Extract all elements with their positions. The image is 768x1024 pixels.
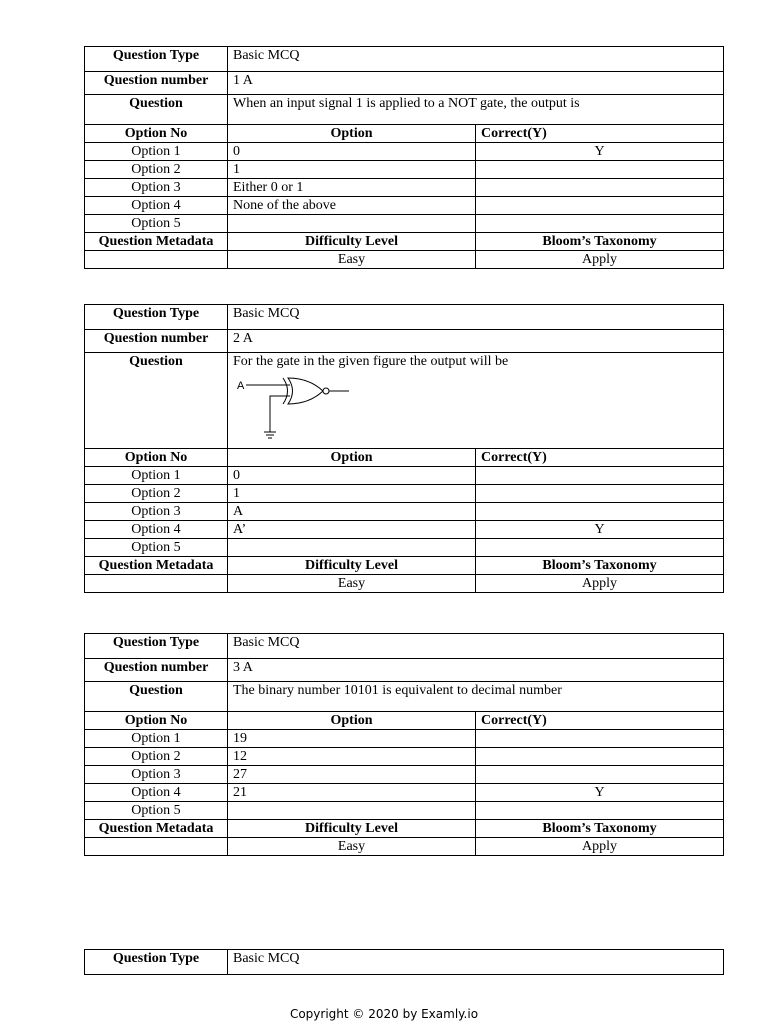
option-number: Option 2 bbox=[85, 161, 228, 179]
correct-mark bbox=[476, 485, 724, 503]
bloom-value: Apply bbox=[476, 838, 724, 856]
correct-header: Correct(Y) bbox=[476, 125, 724, 143]
option-text: 1 bbox=[228, 161, 476, 179]
question-type-label: Question Type bbox=[85, 950, 228, 975]
correct-mark bbox=[476, 197, 724, 215]
option-text bbox=[228, 215, 476, 233]
question-type-value: Basic MCQ bbox=[228, 305, 724, 330]
option-text: 0 bbox=[228, 467, 476, 485]
bloom-header: Bloom’s Taxonomy bbox=[476, 557, 724, 575]
option-number: Option 4 bbox=[85, 784, 228, 802]
correct-mark: Y bbox=[476, 521, 724, 539]
figure-input-label: A bbox=[237, 380, 245, 392]
option-text bbox=[228, 802, 476, 820]
correct-mark bbox=[476, 766, 724, 784]
correct-mark bbox=[476, 748, 724, 766]
bloom-header: Bloom’s Taxonomy bbox=[476, 820, 724, 838]
question-type-value: Basic MCQ bbox=[228, 47, 724, 72]
difficulty-value: Easy bbox=[228, 251, 476, 269]
option-text: 19 bbox=[228, 730, 476, 748]
option-header: Option bbox=[228, 712, 476, 730]
inversion-bubble bbox=[323, 388, 329, 394]
question-type-value: Basic MCQ bbox=[228, 950, 724, 975]
question-text: The binary number 10101 is equivalent to decimal number bbox=[228, 682, 724, 712]
question-cell bbox=[228, 353, 724, 449]
question-table-4 bbox=[84, 949, 724, 975]
option-no-header: Option No bbox=[85, 125, 228, 143]
difficulty-header: Difficulty Level bbox=[228, 557, 476, 575]
option-text: 21 bbox=[228, 784, 476, 802]
option-number: Option 1 bbox=[85, 730, 228, 748]
option-number: Option 5 bbox=[85, 215, 228, 233]
option-text: Either 0 or 1 bbox=[228, 179, 476, 197]
option-number: Option 5 bbox=[85, 539, 228, 557]
option-text: 0 bbox=[228, 143, 476, 161]
question-label: Question bbox=[85, 353, 228, 449]
correct-header: Correct(Y) bbox=[476, 712, 724, 730]
option-text: 1 bbox=[228, 485, 476, 503]
question-text: For the gate in the given figure the output will be bbox=[233, 354, 509, 369]
correct-mark bbox=[476, 503, 724, 521]
gate-body bbox=[288, 378, 323, 404]
metadata-label: Question Metadata bbox=[85, 820, 228, 838]
difficulty-header: Difficulty Level bbox=[228, 233, 476, 251]
question-text: When an input signal 1 is applied to a NOT gate, the output is bbox=[228, 95, 724, 125]
question-number-value: 3 A bbox=[228, 659, 724, 682]
question-number-label: Question number bbox=[85, 330, 228, 353]
question-type-value: Basic MCQ bbox=[228, 634, 724, 659]
bloom-value: Apply bbox=[476, 251, 724, 269]
xor-extra-curve bbox=[283, 378, 288, 404]
bloom-value: Apply bbox=[476, 575, 724, 593]
option-number: Option 1 bbox=[85, 467, 228, 485]
question-table-2 bbox=[84, 304, 724, 593]
copyright-footer: Copyright © 2020 by Examly.io bbox=[289, 1007, 479, 1021]
question-type-label: Question Type bbox=[85, 634, 228, 659]
metadata-empty-cell bbox=[85, 838, 228, 856]
option-number: Option 1 bbox=[85, 143, 228, 161]
option-number: Option 2 bbox=[85, 748, 228, 766]
option-text: A’ bbox=[228, 521, 476, 539]
metadata-empty-cell bbox=[85, 251, 228, 269]
option-number: Option 3 bbox=[85, 503, 228, 521]
correct-mark: Y bbox=[476, 143, 724, 161]
correct-header: Correct(Y) bbox=[476, 449, 724, 467]
difficulty-value: Easy bbox=[228, 838, 476, 856]
option-text: None of the above bbox=[228, 197, 476, 215]
question-number-value: 1 A bbox=[228, 72, 724, 95]
metadata-label: Question Metadata bbox=[85, 233, 228, 251]
correct-mark: Y bbox=[476, 784, 724, 802]
correct-mark bbox=[476, 539, 724, 557]
question-type-label: Question Type bbox=[85, 305, 228, 330]
option-number: Option 3 bbox=[85, 179, 228, 197]
option-text: 12 bbox=[228, 748, 476, 766]
correct-mark bbox=[476, 161, 724, 179]
option-number: Option 5 bbox=[85, 802, 228, 820]
option-header: Option bbox=[228, 449, 476, 467]
correct-mark bbox=[476, 467, 724, 485]
question-number-value: 2 A bbox=[228, 330, 724, 353]
bloom-header: Bloom’s Taxonomy bbox=[476, 233, 724, 251]
question-label: Question bbox=[85, 95, 228, 125]
difficulty-value: Easy bbox=[228, 575, 476, 593]
option-text: A bbox=[228, 503, 476, 521]
question-label: Question bbox=[85, 682, 228, 712]
ground-wire bbox=[270, 396, 290, 432]
question-number-label: Question number bbox=[85, 659, 228, 682]
difficulty-header: Difficulty Level bbox=[228, 820, 476, 838]
option-header: Option bbox=[228, 125, 476, 143]
question-type-label: Question Type bbox=[85, 47, 228, 72]
correct-mark bbox=[476, 730, 724, 748]
question-table-3 bbox=[84, 633, 724, 856]
option-number: Option 2 bbox=[85, 485, 228, 503]
option-number: Option 4 bbox=[85, 197, 228, 215]
correct-mark bbox=[476, 215, 724, 233]
option-no-header: Option No bbox=[85, 712, 228, 730]
correct-mark bbox=[476, 802, 724, 820]
metadata-empty-cell bbox=[85, 575, 228, 593]
question-number-label: Question number bbox=[85, 72, 228, 95]
option-text bbox=[228, 539, 476, 557]
option-number: Option 4 bbox=[85, 521, 228, 539]
correct-mark bbox=[476, 179, 724, 197]
metadata-label: Question Metadata bbox=[85, 557, 228, 575]
option-no-header: Option No bbox=[85, 449, 228, 467]
option-text: 27 bbox=[228, 766, 476, 784]
question-table-1 bbox=[84, 46, 724, 269]
xnor-gate-figure bbox=[237, 376, 353, 442]
option-number: Option 3 bbox=[85, 766, 228, 784]
